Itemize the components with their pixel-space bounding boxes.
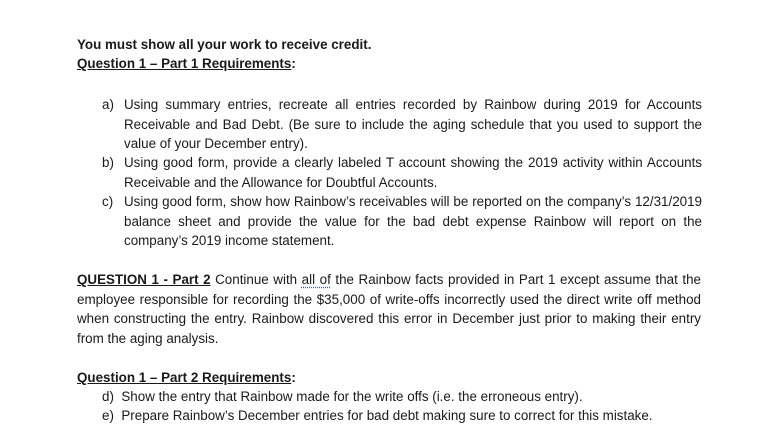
- item-text: Using good form, provide a clearly labeled T account showing the 2019 activity within Accounts Receivable and the Allowance for Doubtful Accounts.: [124, 155, 702, 190]
- item-text: Using good form, show how Rainbow’s receivables will be reported on the company’s 12/31/2019 balance sheet and provide the value for the bad debt expense Rainbow will report on the company’s 2019 income statement.: [124, 194, 702, 248]
- item-text: Prepare Rainbow’s December entries for bad debt making sure to correct for this mistake.: [121, 408, 653, 423]
- requirement-item-b: [102, 153, 702, 192]
- instruction-text: You must show all your work to receive credit.: [77, 37, 372, 52]
- part1-requirements-colon: :: [291, 56, 296, 71]
- item-marker: e): [102, 408, 114, 423]
- item-marker: a): [102, 97, 114, 112]
- requirement-item-e: [102, 406, 653, 425]
- part2-emphasis: all of: [301, 272, 331, 287]
- requirement-item-a: [102, 95, 702, 154]
- part2-heading: QUESTION 1 - Part 2: [77, 272, 211, 287]
- item-marker: b): [102, 155, 114, 170]
- part2-text-before: Continue with: [210, 272, 302, 287]
- part1-requirements-heading: [77, 54, 296, 73]
- part2-requirements-heading: [77, 368, 296, 387]
- item-text: Using summary entries, recreate all entries recorded by Rainbow during 2019 for Accounts Receivable and Bad Debt. (Be sure to include the aging schedule that you used to support the value of your December entry).: [124, 97, 702, 151]
- requirement-item-c: [102, 192, 702, 251]
- requirement-item-d: [102, 387, 583, 406]
- part2-requirements-title: Question 1 – Part 2 Requirements: [77, 370, 292, 385]
- item-marker: d): [102, 389, 114, 404]
- part2-paragraph: [77, 270, 701, 348]
- part1-requirements-title: Question 1 – Part 1 Requirements: [77, 56, 292, 71]
- part2-text-after: the Rainbow facts provided in Part 1 except assume that the employee responsible for recording the $35,000 of write-offs incorrectly used the direct write off method when constructing the entry. Rainbow discovered this error in December just prior to making their entry from the aging analysis.: [77, 272, 702, 346]
- item-text: Show the entry that Rainbow made for the write offs (i.e. the erroneous entry).: [121, 389, 583, 404]
- part2-requirements-colon: :: [291, 370, 296, 385]
- item-marker: c): [102, 194, 114, 209]
